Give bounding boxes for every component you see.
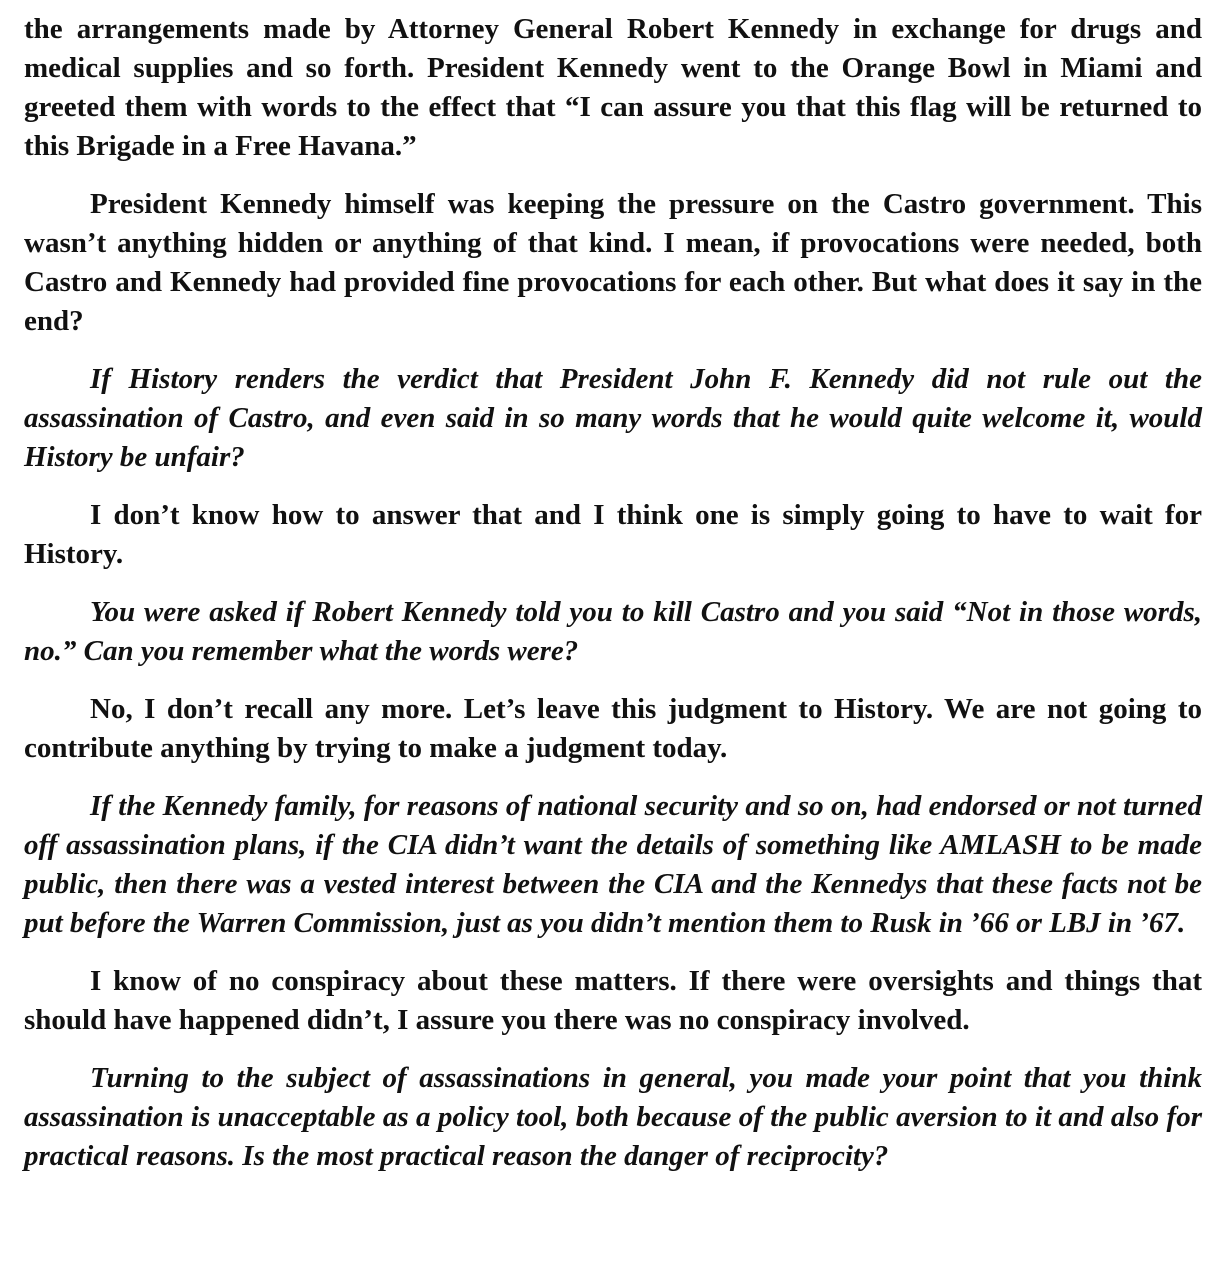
paragraph-answer-continued: the arrangements made by Attorney General Robert Kennedy in exchange for drugs and medical supplies and so forth. President Kennedy went to the Orange Bowl in Miami and greeted them with words to the effect that “I can assure you that this flag will be returned to this Brigade in a Free Havana.” [24, 13, 1202, 162]
paragraph-question: You were asked if Robert Kennedy told you to kill Castro and you said “Not in those words, no.” Can you remember what the words were? [24, 596, 1202, 667]
document-page [24, 10, 1202, 1195]
paragraph-question: Turning to the subject of assassinations in general, you made your point that you think assassination is unacceptable as a policy tool, both because of the public aversion to it and also for practical reasons. Is the most practical reason the danger of reciprocity? [24, 1062, 1202, 1172]
paragraph-answer: I don’t know how to answer that and I think one is simply going to have to wait for History. [24, 499, 1202, 570]
paragraph-answer: President Kennedy himself was keeping the pressure on the Castro government. This wasn’t anything hidden or anything of that kind. I mean, if provocations were needed, both Castro and Kennedy had provided fine provocations for each other. But what does it say in the end? [24, 188, 1202, 337]
paragraph-answer: No, I don’t recall any more. Let’s leave this judgment to History. We are not going to contribute anything by trying to make a judgment today. [24, 693, 1202, 764]
paragraph-answer: I know of no conspiracy about these matters. If there were oversights and things that should have happened didn’t, I assure you there was no conspiracy involved. [24, 965, 1202, 1036]
paragraph-question: If the Kennedy family, for reasons of national security and so on, had endorsed or not turned off assassination plans, if the CIA didn’t want the details of something like AMLASH to be made public, then there was a vested interest between the CIA and the Kennedys that these facts not be put before the Warren Commission, just as you didn’t mention them to Rusk in ’66 or LBJ in ’67. [24, 790, 1202, 939]
paragraph-question: If History renders the verdict that President John F. Kennedy did not rule out the assassination of Castro, and even said in so many words that he would quite welcome it, would History be unfair? [24, 363, 1202, 473]
